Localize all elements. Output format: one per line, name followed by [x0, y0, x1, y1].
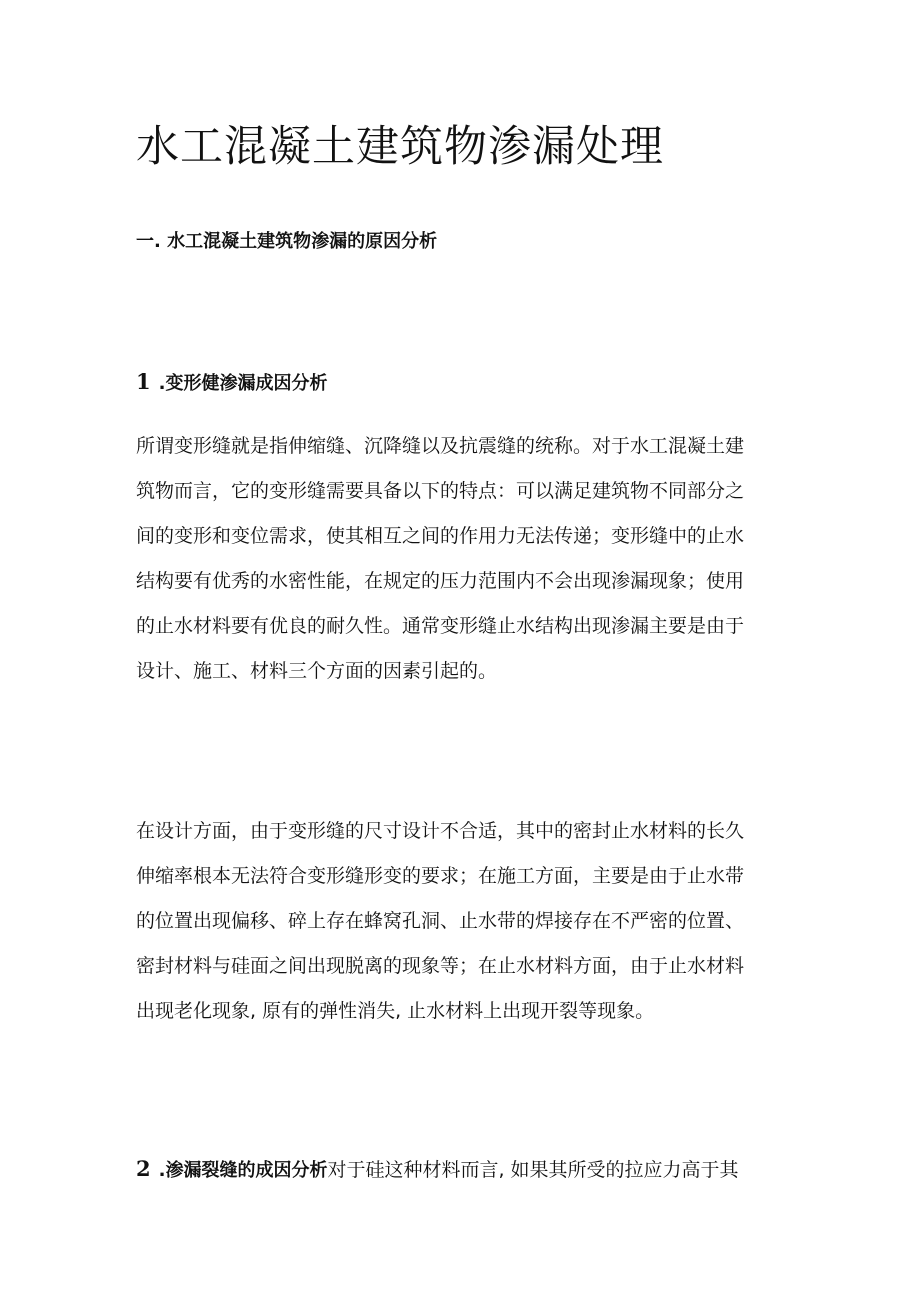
subsection-number: 2: [136, 1156, 151, 1181]
paragraph-line: 筑物而言，它的变形缝需要具备以下的特点：可以满足建筑物不同部分之: [136, 480, 745, 502]
paragraph-line: 的位置出现偏移、碎上存在蜂窝孔洞、止水带的焊接存在不严密的位置、: [136, 910, 745, 932]
paragraph-line: 的止水材料要有优良的耐久性。通常变形缝止水结构出现渗漏主要是由于: [136, 615, 745, 637]
paragraph-line: 设计、施工、材料三个方面的因素引起的。: [136, 660, 498, 682]
subsection-title: .渗漏裂缝的成因分析: [158, 1160, 328, 1181]
paragraph-line: 密封材料与硅面之间出现脱离的现象等；在止水材料方面，由于止水材料: [136, 955, 745, 977]
paragraph-line: 在设计方面，由于变形缝的尺寸设计不合适，其中的密封止水材料的长久: [136, 820, 745, 842]
subsection-text: 对于硅这种材料而言, 如果其所受的拉应力高于其: [327, 1159, 739, 1181]
document-title: 水工混凝土建筑物渗漏处理: [136, 122, 664, 172]
paragraph-2: [136, 809, 786, 1034]
paragraph-line: 伸缩率根本无法符合变形缝形变的要求；在施工方面，主要是由于止水带: [136, 865, 745, 887]
section-heading-1: 一. 水工混凝土建筑物渗漏的原因分析: [136, 231, 438, 252]
paragraph-line: 出现老化现象, 原有的弹性消失, 止水材料上出现开裂等现象。: [136, 1000, 655, 1022]
subsection-number: 1: [136, 369, 151, 394]
paragraph-1: [136, 424, 786, 694]
subsection-heading-2: [136, 1155, 739, 1183]
subsection-heading-1: [136, 368, 327, 395]
subsection-title: .变形健渗漏成因分析: [158, 373, 328, 394]
paragraph-line: 所谓变形缝就是指伸缩缝、沉降缝以及抗震缝的统称。对于水工混凝土建: [136, 435, 745, 457]
paragraph-line: 结构要有优秀的水密性能，在规定的压力范围内不会出现渗漏现象；使用: [136, 570, 745, 592]
paragraph-line: 间的变形和变位需求，使其相互之间的作用力无法传递；变形缝中的止水: [136, 525, 745, 547]
